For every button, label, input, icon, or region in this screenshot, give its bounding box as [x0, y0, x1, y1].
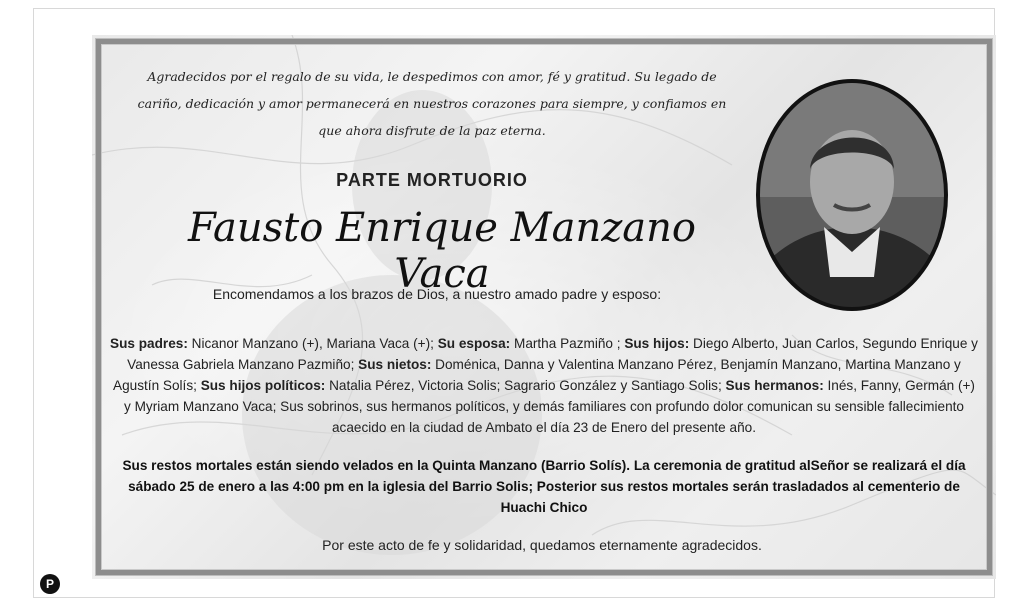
in-laws-names: Natalia Pérez, Victoria Solis; Sagrario González y Santiago Solis; — [325, 378, 726, 393]
children-names: Diego Alberto, Juan Carlos, Segundo Enrique y Vanessa Gabriela Manzano Pazmiño; — [127, 336, 978, 372]
notice-heading: PARTE MORTUORIO — [336, 170, 528, 190]
children-label: Sus hijos: — [624, 336, 690, 351]
wife-label: Su esposa: — [437, 336, 511, 351]
grandchildren-names: Doménica, Danna y Valentina Manzano Pérez, Benjamín Manzano, Martina Manzano y Agustín Solís; — [113, 357, 961, 393]
publisher-logo-icon: P — [40, 574, 60, 594]
grandchildren-label: Sus nietos: — [358, 357, 432, 372]
closing-text: Por este acto de fe y solidaridad, quedamos eternamente agradecidos. — [322, 537, 762, 553]
parents-label: Sus padres: — [110, 336, 188, 351]
portrait-photo — [754, 77, 950, 313]
family-list — [110, 333, 978, 438]
in-laws-label: Sus hijos políticos: — [200, 378, 326, 393]
siblings-names: Inés, Fanny, Germán (+) y Myriam Manzano Vaca; Sus sobrinos, sus hermanos políticos, y demás familiares con profundo dolor comunican su sensible fallecimiento acaecido en la ciudad de Ambato el día 23 de Enero del presente año. — [124, 378, 975, 435]
siblings-label: Sus hermanos: — [725, 378, 824, 393]
obituary-card — [92, 35, 996, 579]
intro-text: Encomendamos a los brazos de Dios, a nuestro amado padre y esposo: — [212, 286, 662, 302]
wake-details: Sus restos mortales están siendo velados en la Quinta Manzano (Barrio Solís). La ceremonia de gratitud alSeñor se realizará el día sábado 25 de enero a las 4:00 pm en la iglesia del Barrio Solis; Posterior sus restos mortales serán trasladados al cementerio de Huachi Chico — [122, 458, 966, 515]
wife-name: Martha Pazmiño ; — [510, 336, 625, 351]
page-sheet — [33, 8, 995, 598]
deceased-name: Fausto Enrique Manzano Vaca — [187, 205, 696, 297]
parents-names: Nicanor Manzano (+), Mariana Vaca (+); — [187, 336, 438, 351]
gratitude-quote: Agradecidos por el regalo de su vida, le despedimos con amor, fé y gratitud. Su legado de cariño, dedicación y amor permanecerá en nuestros corazones para siempre, y confiamos en que ahora disfrute de la paz eterna. — [137, 69, 727, 138]
